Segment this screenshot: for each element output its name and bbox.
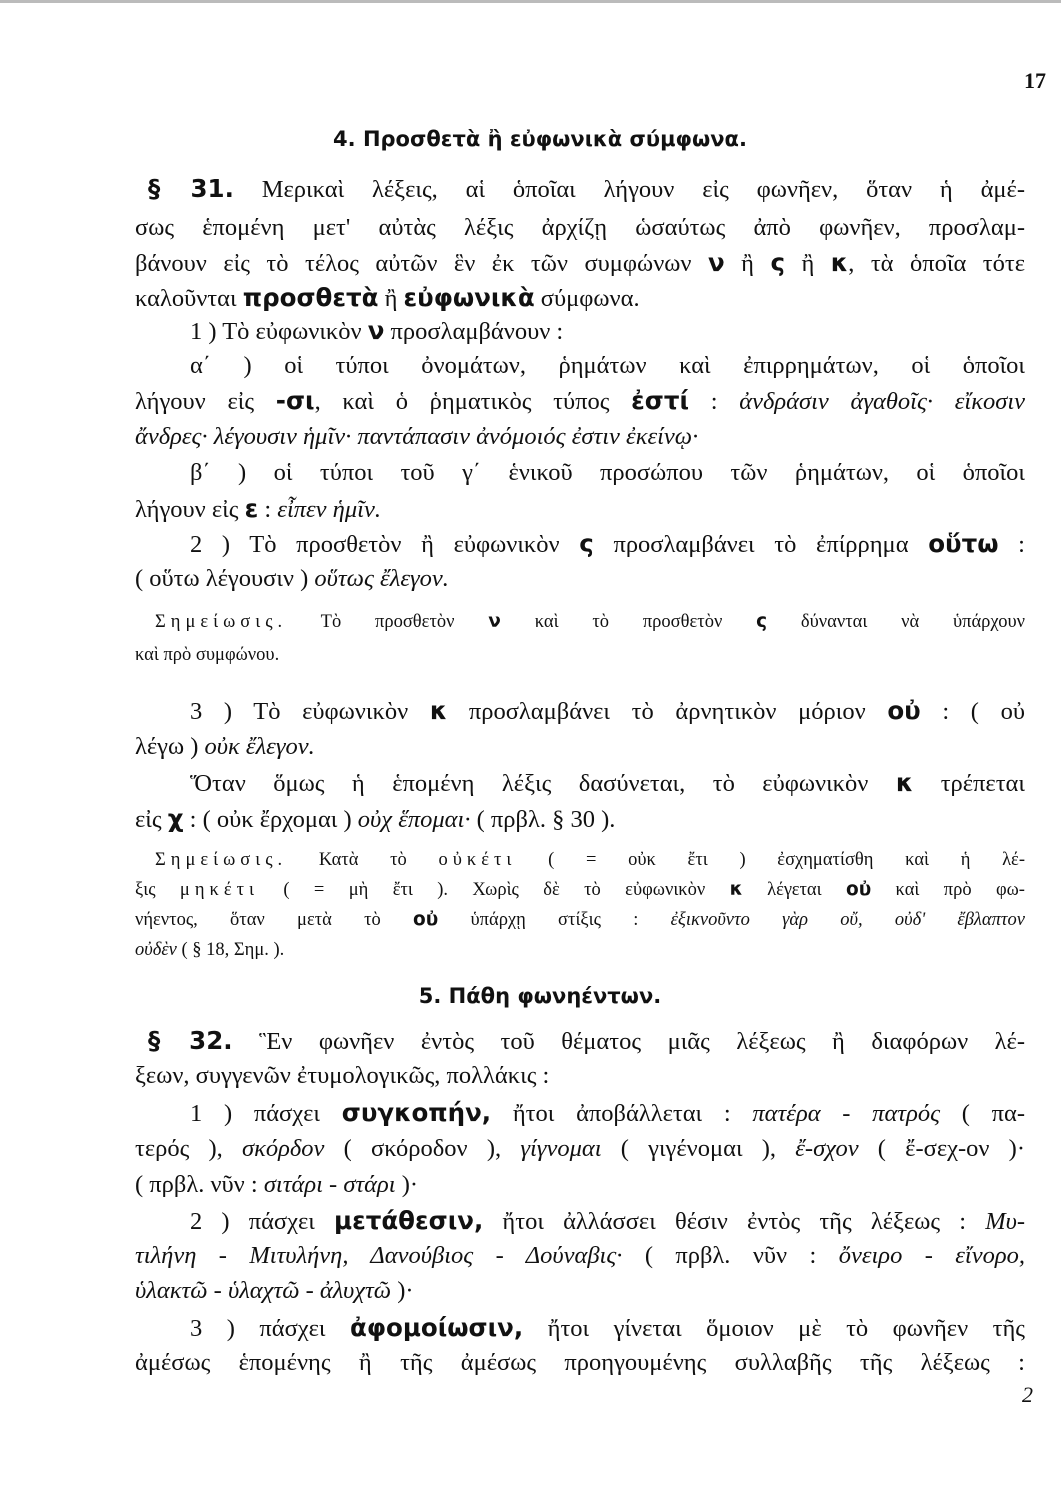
text-line (135, 643, 1025, 667)
text-segment-bold: § 31. (148, 174, 234, 203)
text-segment-normal: 3 ) Τὸ εὐφωνικὸν (190, 698, 430, 725)
text-segment-italic: εἶπεν ἡμῖν. (277, 496, 381, 523)
text-segment-normal: ( πρβλ. νῦν : (622, 1242, 839, 1269)
text-line (190, 351, 1025, 381)
text-segment-normal: ( πα- (940, 1100, 1025, 1127)
text-segment-normal: ἀμέσως ἑπομένης ἢ τῆς ἀμέσως προηγουμένης συλλαβῆς τῆς λέξεως : (135, 1349, 1025, 1376)
text-segment-italic: οὕτως ἔλεγον. (314, 565, 449, 592)
text-segment-spaced: μηκέτι (179, 880, 260, 900)
text-segment-normal: ἢ (724, 250, 771, 277)
text-segment-normal: ( πρβλ. νῦν : (135, 1171, 264, 1198)
text-segment-bold: 5. Πάθη φωνηέντων. (418, 984, 662, 1008)
page-number: 17 (1024, 68, 1046, 93)
text-segment-normal: καὶ τὸ προσθετὸν (500, 612, 757, 632)
text-segment-bold: ε (244, 494, 259, 523)
text-line (135, 1276, 1025, 1306)
text-segment-normal: ἤτοι ἀλλάσσει θέσιν ἐντὸς τῆς λέξεως : (483, 1208, 986, 1235)
text-segment-bold: 4. Προσθετὰ ἢ εὐφωνικὰ σύμφωνα. (333, 127, 747, 151)
text-segment-normal: καλοῦνται (135, 285, 243, 312)
text-line (135, 494, 1025, 525)
text-segment-bold: ς (770, 248, 785, 277)
text-segment-italic: ἐξικνοῦντο γὰρ οὔ, οὐδ' ἔβλαπτον (670, 910, 1025, 930)
text-segment-bold: μετάθεσιν, (334, 1206, 484, 1235)
signature-mark: 2 (1022, 1382, 1033, 1407)
text-segment-normal: , καὶ ὁ ῥηματικὸς τύπος (314, 388, 632, 415)
section-heading (135, 981, 1025, 1011)
text-segment-bold: οὐ (887, 696, 921, 725)
text-segment-normal: Ὅταν ὅμως ἡ ἑπομένη λέξις δασύνεται, τὸ εὐφωνικὸν (190, 770, 896, 797)
text-segment-normal: 2 ) Τὸ προσθετὸν ἢ εὐφωνικὸν (190, 531, 580, 558)
text-segment-normal: ἤτοι ἀποβάλλεται : (491, 1100, 753, 1127)
text-segment-bold: κ (729, 879, 743, 900)
text-segment-bold: ἐστί (631, 386, 690, 415)
text-segment-italic: Μυ- (985, 1208, 1025, 1235)
text-segment-spaced: Σημείωσις. (155, 850, 288, 870)
text-line (190, 768, 1025, 799)
text-line (190, 316, 1025, 347)
text-line (135, 1134, 1025, 1164)
text-segment-normal: δύνανται νὰ ὑπάρχουν (767, 612, 1025, 632)
text-segment-normal: ( § 18, Σημ. ). (176, 940, 285, 960)
text-segment-normal: Ἓν φωνῆεν ἐντὸς τοῦ θέματος μιᾶς λέξεως ἢ διαφόρων λέ- (232, 1028, 1025, 1055)
text-segment-normal: : (998, 531, 1025, 558)
text-line (148, 174, 1025, 205)
text-segment-italic: σιτάρι - στάρι (263, 1171, 396, 1198)
text-segment-italic: ὑλακτῶ - ὑλαχτῶ - ἀλυχτῶ (135, 1277, 392, 1304)
text-segment-italic: οὐκ ἔλεγον. (204, 733, 315, 760)
text-segment-normal: τρέπεται (913, 770, 1025, 797)
text-line (155, 610, 1025, 634)
text-segment-normal: προσλαμβάνουν : (384, 318, 564, 345)
text-segment-normal: 2 ) πάσχει (190, 1208, 335, 1235)
text-segment-bold: -σι (275, 386, 315, 415)
text-segment-bold: ν (488, 611, 501, 632)
text-segment-italic: ἄνδρες· λέγουσιν ἡμῖν· παντάπασιν ἀνόμοιός ἐστιν ἐκείνῳ· (135, 423, 699, 450)
text-segment-normal: : ( οὐ (920, 698, 1025, 725)
text-segment-bold: κ (895, 768, 914, 797)
text-segment-normal: ( γιγένομαι ), (601, 1135, 796, 1162)
text-line (135, 564, 1025, 594)
text-segment-bold: ς (579, 529, 594, 558)
text-line (135, 283, 1025, 314)
text-segment-normal: ( σκόροδον ), (324, 1135, 521, 1162)
text-segment-bold: οὕτω (928, 529, 999, 558)
text-segment-normal: λήγουν εἰς (135, 388, 276, 415)
text-line (190, 458, 1025, 488)
text-segment-italic: οὐδὲν (135, 940, 177, 960)
text-segment-bold: συγκοπήν, (341, 1098, 492, 1127)
text-segment-normal: ἤτοι γίνεται ὅμοιον μὲ τὸ φωνῆεν τῆς (523, 1315, 1026, 1342)
text-segment-italic: οὐχ ἕπομαι· (357, 806, 471, 833)
text-segment-normal: καὶ πρὸ συμφώνου. (135, 645, 280, 665)
text-segment-bold: οὐ (413, 909, 439, 930)
text-segment-normal: εἰς (135, 806, 168, 833)
text-segment-normal: ( πρβλ. § 30 ). (470, 806, 616, 833)
text-segment-normal: βάνουν εἰς τὸ τέλος αὐτῶν ἓν ἐκ τῶν συμφώνων (135, 250, 708, 277)
text-segment-normal: β΄ ) οἱ τύποι τοῦ γ΄ ἑνικοῦ προσώπου τῶν ῥημάτων, οἱ ὁποῖοι (190, 459, 1025, 486)
text-segment-normal: ὑπάρχῃ στίξις : (438, 910, 671, 930)
text-segment-italic: ἀνδράσιν ἀγαθοῖς· εἴκοσιν (739, 388, 1026, 415)
text-segment-spaced: οὐκέτι (438, 850, 517, 870)
text-line (190, 1206, 1025, 1237)
text-line (190, 1313, 1025, 1344)
scan-top-edge (0, 0, 1061, 3)
text-segment-normal: σύμφωνα. (534, 285, 640, 312)
text-segment-normal: ξις (135, 880, 180, 900)
text-segment-bold: εὐφωνικὰ (403, 283, 535, 312)
text-segment-normal: α΄ ) οἱ τύποι ὀνομάτων, ῥημάτων καὶ ἐπιρρημάτων, οἱ ὁποῖοι (190, 352, 1025, 379)
text-line (135, 386, 1025, 417)
text-line (135, 422, 1025, 452)
text-segment-normal: ( = οὐκ ἔτι ) ἐσχηματίσθη καὶ ἡ λέ- (516, 850, 1025, 870)
text-segment-normal: προσλαμβάνει τὸ ἐπίρρημα (593, 531, 929, 558)
text-line (135, 1061, 1025, 1091)
text-segment-normal: ξεων, συγγενῶν ἐτυμολογικῶς, πολλάκις : (135, 1062, 550, 1089)
text-segment-bold: κ (830, 248, 849, 277)
text-line (135, 732, 1025, 762)
text-segment-normal: Τὸ προσθετὸν (287, 612, 489, 632)
text-line (135, 248, 1025, 279)
text-segment-normal: νήεντος, ὅταν μετὰ τὸ (135, 910, 414, 930)
text-line (155, 848, 1025, 872)
text-line (135, 938, 1025, 962)
text-segment-normal: : (258, 496, 278, 523)
text-segment-italic: ἔ-σχον (795, 1135, 859, 1162)
text-segment-normal: )· (395, 1171, 419, 1198)
text-segment-normal: Κατὰ τὸ (287, 850, 439, 870)
text-segment-normal: ( = μὴ ἔτι ). Χωρὶς δὲ τὸ εὐφωνικὸν (259, 880, 730, 900)
text-segment-bold: ἀφομοίωσιν, (350, 1313, 524, 1342)
text-segment-normal: 1 ) Τὸ εὐφωνικὸν (190, 318, 368, 345)
text-segment-normal: , τὰ ὁποῖα τότε (848, 250, 1026, 277)
text-segment-normal: 1 ) πάσχει (190, 1100, 342, 1127)
text-segment-bold: προσθετὰ (242, 283, 379, 312)
text-segment-italic: πατέρα - πατρός (752, 1100, 941, 1127)
text-line (135, 213, 1025, 243)
text-segment-normal: τερός ), (135, 1135, 243, 1162)
text-segment-italic: τιλήνη - Μιτυλήνη, Δανούβιος - Δούναβις· (135, 1242, 623, 1269)
text-segment-normal: : (689, 388, 740, 415)
text-segment-bold: κ (429, 696, 448, 725)
text-segment-bold: χ (167, 804, 184, 833)
text-segment-spaced: Σημείωσις. (155, 612, 288, 632)
text-segment-italic: γίγνομαι (520, 1135, 602, 1162)
text-segment-normal: καὶ πρὸ φω- (871, 880, 1025, 900)
text-segment-bold: § 32. (148, 1026, 233, 1055)
text-line (135, 878, 1025, 902)
text-segment-normal: )· (391, 1277, 414, 1304)
text-segment-italic: σκόρδον (242, 1135, 325, 1162)
text-line (190, 529, 1025, 560)
text-line (190, 696, 1025, 727)
section-heading (135, 124, 1025, 154)
text-segment-normal: : ( οὐκ ἔρχομαι ) (183, 806, 358, 833)
text-segment-bold: ν (707, 248, 725, 277)
text-segment-normal: λήγουν εἰς (135, 496, 245, 523)
text-line (135, 1348, 1025, 1378)
text-segment-normal: σως ἑπομένη μετ' αὐτὰς λέξις ἀρχίζῃ ὡσαύτως ἀπὸ φωνῆεν, προσλαμ- (135, 214, 1025, 241)
text-segment-normal: 3 ) πάσχει (190, 1315, 351, 1342)
text-line (135, 908, 1025, 932)
text-segment-bold: ς (756, 611, 768, 632)
text-line (190, 1098, 1025, 1129)
text-line (135, 1241, 1025, 1271)
text-segment-normal: λέγεται (742, 880, 846, 900)
text-line (135, 804, 1025, 835)
text-segment-normal: ἢ (785, 250, 831, 277)
text-segment-italic: ὄνειρο - εἴνορο, (838, 1242, 1025, 1269)
text-segment-bold: οὐ (845, 879, 872, 900)
text-segment-normal: ( οὕτω λέγουσιν ) (135, 565, 315, 592)
text-segment-normal: ( ἔ-σεχ-ον )· (858, 1135, 1025, 1162)
text-line (135, 1170, 1025, 1200)
text-line (148, 1026, 1025, 1057)
text-segment-normal: προσλαμβάνει τὸ ἀρνητικὸν μόριον (447, 698, 888, 725)
text-segment-normal: ἢ (378, 285, 404, 312)
text-segment-normal: λέγω ) (135, 733, 205, 760)
text-segment-normal: Μερικαὶ λέξεις, αἱ ὁποῖαι λήγουν εἰς φωνῆεν, ὅταν ἡ ἀμέ- (233, 176, 1025, 203)
text-segment-bold: ν (367, 316, 385, 345)
